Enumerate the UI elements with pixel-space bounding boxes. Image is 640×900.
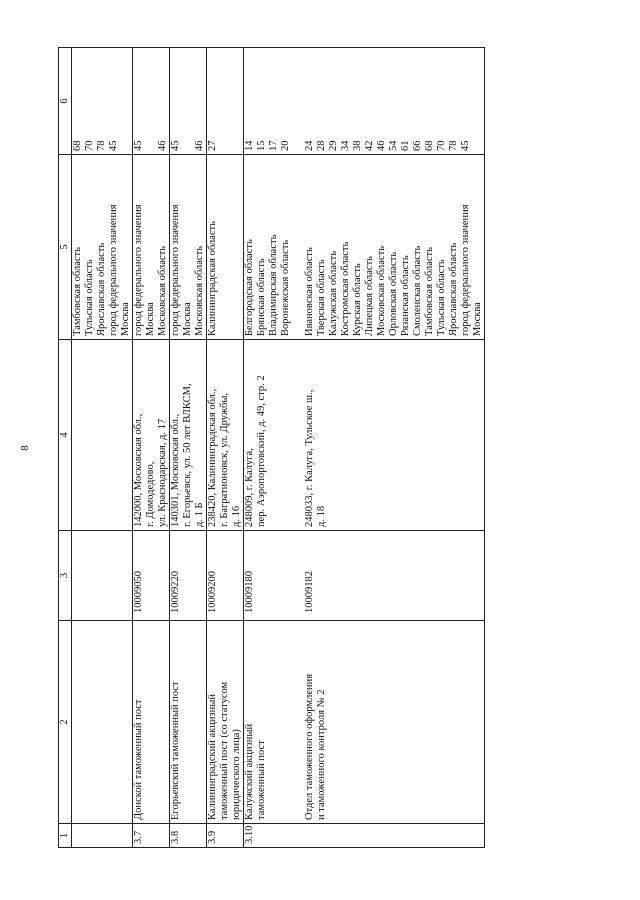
region-name: Смоленская область (412, 245, 423, 336)
region-codes-block (304, 51, 484, 151)
table-row (72, 48, 133, 848)
post-address-cell (244, 340, 485, 531)
region-code: 46 (376, 140, 387, 151)
region-code: 28 (316, 140, 327, 151)
column-number-5: 5 (59, 155, 72, 340)
post-name-line: таможенный пост (256, 740, 267, 820)
address-line: 140301, Московская обл., (170, 413, 181, 527)
post-code-block (133, 534, 169, 617)
post-code-block (72, 534, 132, 617)
post-code (72, 534, 84, 617)
region-code: 17 (268, 140, 279, 151)
region-codes-block (207, 51, 243, 151)
post-name-line: Калининградский акцизный (207, 694, 218, 820)
post-address-cell (207, 340, 244, 531)
table-body (72, 48, 485, 848)
post-address-block (133, 343, 169, 527)
post-code-cell (207, 531, 244, 621)
row-number: 3.7 (133, 824, 170, 848)
region-code: 54 (388, 140, 399, 151)
post-name-block (72, 624, 132, 820)
region-codes-block (72, 51, 132, 151)
region-name: Московская область (376, 246, 387, 336)
address-line: д. 16 (231, 505, 242, 527)
region-name: Владимирская область (268, 234, 279, 336)
address-line: ул. Краснодарская, д. 17 (157, 418, 168, 527)
post-code-block (244, 534, 292, 617)
post-name-cell (244, 621, 485, 824)
post-address-block (207, 343, 243, 527)
region-name: Москва (120, 302, 131, 336)
regions-block (133, 158, 169, 336)
post-name-line: Донской таможенный пост (133, 699, 144, 820)
region-code: 24 (304, 140, 315, 151)
region-name: Москва (182, 302, 193, 336)
region-code: 66 (412, 140, 423, 151)
region-code: 70 (436, 140, 447, 151)
row-number: 3.8 (170, 824, 207, 848)
row-number: 3.10 (244, 824, 485, 848)
post-code-cell (244, 531, 485, 621)
column-number-6: 6 (59, 48, 72, 155)
address-line: д. 1 Б (194, 502, 205, 527)
post-name-cell (72, 621, 133, 824)
region-codes-cell (244, 48, 485, 155)
region-codes-cell (170, 48, 207, 155)
region-code (182, 51, 194, 151)
regions-block (304, 158, 484, 336)
region-code: 61 (400, 140, 411, 151)
region-code: 45 (170, 140, 181, 151)
rotated-page (58, 48, 603, 848)
table-row (244, 48, 485, 848)
post-address-block (244, 343, 292, 527)
region-name: Тверская область (316, 259, 327, 336)
region-name: город федерального значения (460, 204, 471, 336)
post-address-block (72, 343, 132, 527)
post-name-line: и таможенного контроля № 2 (316, 689, 327, 820)
post-address-cell (170, 340, 207, 531)
regions-block (170, 158, 206, 336)
region-code: 45 (460, 140, 471, 151)
region-name: Костромская область (340, 241, 351, 336)
regions-cell (170, 155, 207, 340)
region-code: 78 (448, 140, 459, 151)
region-code: 78 (96, 140, 107, 151)
region-code: 34 (340, 140, 351, 151)
post-code-cell (72, 531, 133, 621)
region-name: Ярославская область (96, 242, 107, 336)
region-name: Брянская область (256, 258, 267, 336)
row-number (72, 824, 133, 848)
post-code: 10009182 (304, 571, 315, 613)
post-name-block (207, 624, 243, 820)
post-name-block (244, 624, 292, 820)
regions-cell (207, 155, 244, 340)
region-code: 68 (424, 140, 435, 151)
region-codes-block (244, 51, 292, 151)
column-number-row (59, 48, 72, 848)
post-name-block (133, 624, 169, 820)
address-line: г. Домодедово, (145, 461, 156, 527)
region-code: 15 (256, 140, 267, 151)
region-code (145, 51, 157, 151)
address-line: 142000, Московская обл., (133, 413, 144, 527)
region-codes-cell (207, 48, 244, 155)
customs-posts-table (58, 47, 485, 848)
regions-block (207, 158, 243, 336)
regions-cell (133, 155, 170, 340)
region-code: 38 (352, 140, 363, 151)
region-code: 20 (280, 140, 291, 151)
post-code: 10009180 (244, 571, 255, 613)
address-line: пер. Аэропортовский, д. 49, стр. 2 (256, 375, 267, 527)
post-address-block (170, 343, 206, 527)
region-name: Тамбовская область (72, 247, 83, 336)
region-name: Белгородская область (244, 239, 255, 336)
regions-cell (72, 155, 133, 340)
region-name: город федерального значения (108, 204, 119, 336)
post-address-cell (133, 340, 170, 531)
post-name-cell (170, 621, 207, 824)
post-code-block (207, 534, 243, 617)
region-code: 70 (84, 140, 95, 151)
region-codes-block (133, 51, 169, 151)
region-name: Орловская область (388, 251, 399, 336)
post-code: 10009200 (207, 571, 218, 613)
post-address-block (304, 343, 484, 527)
post-name-line: юридического лица) (231, 729, 242, 820)
post-code-cell (133, 531, 170, 621)
region-name: Ярославская область (448, 242, 459, 336)
region-name: Рязанская область (400, 255, 411, 336)
post-name-line: Егорьевский таможенный пост (170, 681, 181, 820)
region-name: Калужская область (328, 250, 339, 336)
post-name-block (304, 624, 484, 820)
region-code: 46 (157, 140, 168, 151)
region-name: Московская область (157, 246, 168, 336)
region-code: 68 (72, 140, 83, 151)
region-code: 45 (108, 140, 119, 151)
row-number: 3.9 (207, 824, 244, 848)
region-name: Тульская область (436, 259, 447, 336)
region-name: Воронежская область (280, 239, 291, 336)
table-row (133, 48, 170, 848)
post-code: 10009220 (170, 571, 181, 613)
table-row (207, 48, 244, 848)
post-name-line: таможенный пост (со статусом (219, 681, 230, 820)
table-row (170, 48, 207, 848)
address-line: 248009, г. Калуга, (244, 448, 255, 527)
post-name-line: Отдел таможенного оформления (304, 673, 315, 820)
region-codes-cell (133, 48, 170, 155)
post-code-block (170, 534, 206, 617)
post-name-cell (207, 621, 244, 824)
post-code-block (304, 534, 484, 617)
region-codes-cell (72, 48, 133, 155)
post-name-line: Калужский акцизный (244, 723, 255, 820)
region-name: Липецкая область (364, 256, 375, 336)
address-line: г. Егорьевск, ул. 50 лет ВЛКСМ, (182, 383, 193, 527)
region-code: 27 (207, 140, 218, 151)
region-name: Калининградская область (207, 221, 218, 336)
region-name: Тульская область (84, 259, 95, 336)
region-code: 14 (244, 140, 255, 151)
column-number-2: 2 (59, 621, 72, 824)
column-number-1: 1 (59, 824, 72, 848)
regions-block (72, 158, 132, 336)
address-line: д. 18 (316, 505, 327, 527)
region-name: город федерального значения (170, 204, 181, 336)
regions-cell (244, 155, 485, 340)
region-code: 42 (364, 140, 375, 151)
address-line: 238420, Калининградская обл., (207, 388, 218, 527)
region-name: Тамбовская область (424, 247, 435, 336)
column-number-3: 3 (59, 531, 72, 621)
region-name: Москва (472, 302, 483, 336)
region-codes-block (170, 51, 206, 151)
region-name: Курская область (352, 263, 363, 336)
region-code: 46 (194, 140, 205, 151)
regions-block (244, 158, 292, 336)
post-name-block (170, 624, 206, 820)
region-name: город федерального значения (133, 204, 144, 336)
post-code: 10009050 (133, 571, 144, 613)
region-code: 45 (133, 140, 144, 151)
address-line: г. Багратионовск, ул. Дружбы, (219, 392, 230, 527)
post-code-cell (170, 531, 207, 621)
post-address-cell (72, 340, 133, 531)
region-code (120, 51, 132, 151)
address-line: 248033, г. Калуга, Тульское ш., (304, 389, 315, 527)
column-number-4: 4 (59, 340, 72, 531)
page-number: 8 (18, 445, 31, 451)
region-code: 29 (328, 140, 339, 151)
region-name: Москва (145, 302, 156, 336)
region-code (472, 51, 484, 151)
region-name: Московская область (194, 246, 205, 336)
region-name: Ивановская область (304, 247, 315, 336)
post-name-cell (133, 621, 170, 824)
